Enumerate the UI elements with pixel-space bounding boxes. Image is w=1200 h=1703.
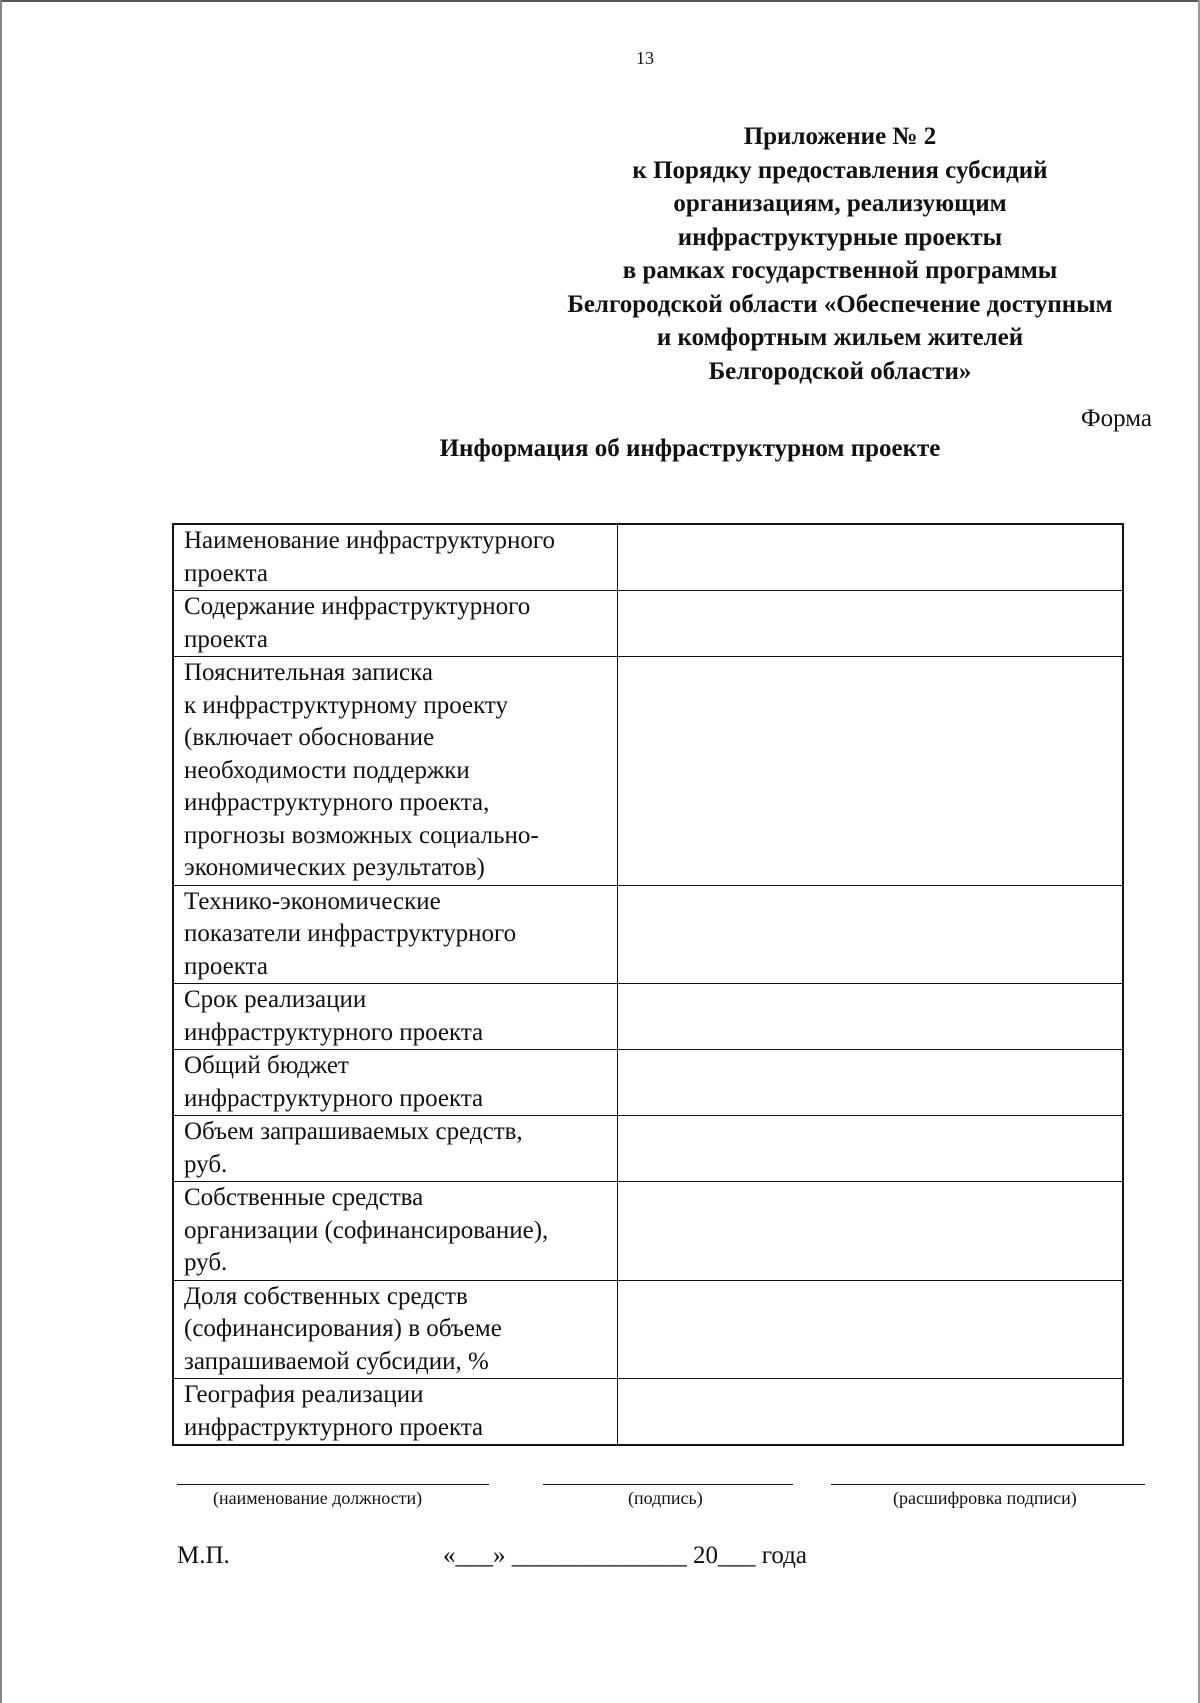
row-label: Объем запрашиваемых средств, руб. bbox=[173, 1116, 618, 1182]
row-label: Собственные средства организации (софинансирование), руб. bbox=[173, 1182, 618, 1281]
row-label: Пояснительная записка к инфраструктурному проекту (включает обоснование необходимости поддержки инфраструктурного проекта, прогнозы возможных социально- экономических результатов) bbox=[173, 657, 618, 886]
appendix-line: Приложение № 2 bbox=[743, 123, 937, 150]
row-label: Технико-экономические показатели инфраструктурного проекта bbox=[173, 885, 618, 984]
row-value-field[interactable] bbox=[618, 984, 1124, 1050]
row-value-field[interactable] bbox=[618, 1116, 1124, 1182]
table-row bbox=[173, 524, 1123, 591]
document-title: Информация об инфраструктурном проекте bbox=[439, 435, 941, 462]
page-edge-top bbox=[0, 0, 1200, 2]
table-row bbox=[173, 885, 1123, 984]
project-info-table bbox=[172, 523, 1124, 1446]
signature-line[interactable] bbox=[543, 1484, 793, 1485]
table-row bbox=[173, 1280, 1123, 1379]
stamp-label: М.П. bbox=[177, 1542, 230, 1569]
appendix-line: организациям, реализующим bbox=[673, 190, 1007, 217]
form-label: Форма bbox=[1080, 405, 1152, 432]
appendix-line: инфраструктурные проекты bbox=[677, 223, 1003, 251]
appendix-line: Белгородской области» bbox=[708, 357, 972, 385]
signature-decoding-caption: (расшифровка подписи) bbox=[893, 1488, 1077, 1508]
row-value-field[interactable] bbox=[618, 1280, 1124, 1379]
signature-caption: (подпись) bbox=[628, 1488, 703, 1508]
table-row bbox=[173, 657, 1123, 886]
row-value-field[interactable] bbox=[618, 657, 1124, 886]
position-signature-line[interactable] bbox=[177, 1484, 489, 1485]
appendix-line: Белгородской области «Обеспечение доступным bbox=[567, 290, 1113, 318]
page-edge-left bbox=[0, 0, 2, 1703]
table-row bbox=[173, 1116, 1123, 1182]
appendix-line: и комфортным жильем жителей bbox=[656, 324, 1024, 351]
row-label: География реализации инфраструктурного проекта bbox=[173, 1379, 618, 1446]
table-row bbox=[173, 1379, 1123, 1446]
row-label: Содержание инфраструктурного проекта bbox=[173, 591, 618, 657]
row-value-field[interactable] bbox=[618, 885, 1124, 984]
appendix-header bbox=[540, 120, 1140, 388]
table-row bbox=[173, 1182, 1123, 1281]
table-row bbox=[173, 591, 1123, 657]
signature-decoding-line[interactable] bbox=[831, 1484, 1145, 1485]
table-row bbox=[173, 984, 1123, 1050]
row-value-field[interactable] bbox=[618, 1182, 1124, 1281]
appendix-line: к Порядку предоставления субсидий bbox=[632, 156, 1048, 184]
table-row bbox=[173, 1050, 1123, 1116]
row-label: Срок реализации инфраструктурного проекта bbox=[173, 984, 618, 1050]
row-label: Доля собственных средств (софинансирования) в объеме запрашиваемой субсидии, % bbox=[173, 1280, 618, 1379]
page-number: 13 bbox=[636, 48, 654, 68]
row-label: Наименование инфраструктурного проекта bbox=[173, 524, 618, 591]
row-label: Общий бюджет инфраструктурного проекта bbox=[173, 1050, 618, 1116]
appendix-line: в рамках государственной программы bbox=[622, 257, 1058, 284]
row-value-field[interactable] bbox=[618, 524, 1124, 591]
row-value-field[interactable] bbox=[618, 591, 1124, 657]
row-value-field[interactable] bbox=[618, 1379, 1124, 1446]
date-line[interactable]: «___» ______________ 20___ года bbox=[443, 1542, 807, 1569]
position-caption: (наименование должности) bbox=[213, 1488, 423, 1508]
row-value-field[interactable] bbox=[618, 1050, 1124, 1116]
